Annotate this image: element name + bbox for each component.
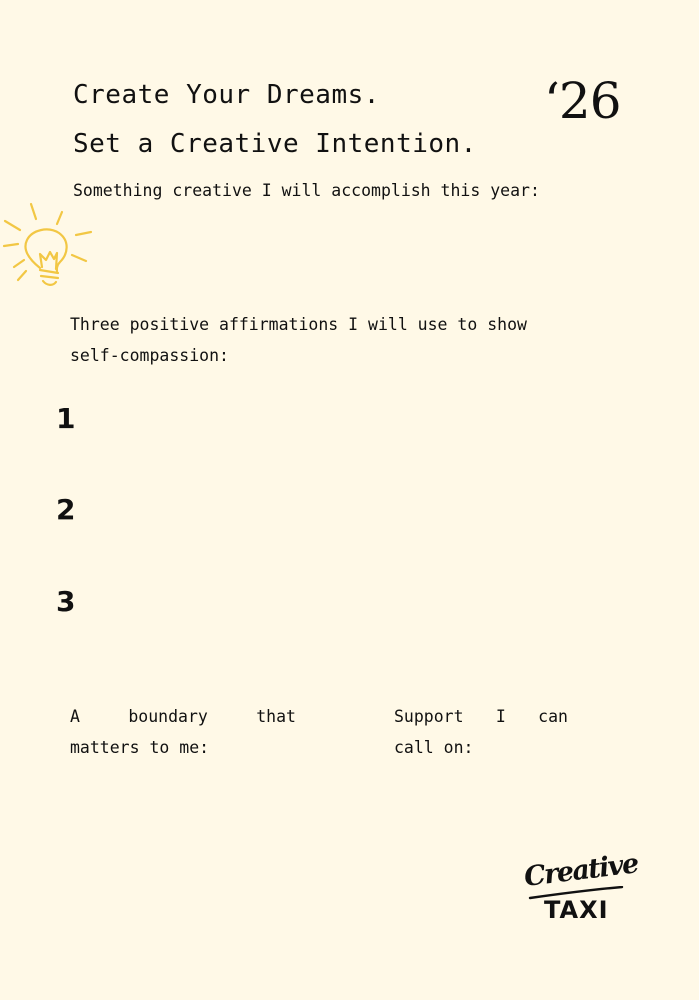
affirmations-prompt-line-1: Three positive affirmations I will use to show <box>70 315 527 334</box>
support-word: Support <box>394 707 464 726</box>
lightbulb-icon <box>0 200 100 295</box>
affirmation-number-2: 2 <box>56 493 76 526</box>
boundary-prompt-line-2: matters to me: <box>70 738 210 757</box>
affirmation-number-1: 1 <box>56 402 76 435</box>
boundary-prompt <box>70 701 296 763</box>
support-prompt-line-1 <box>394 701 568 732</box>
support-word: I <box>495 707 506 726</box>
year-label: ‘26 <box>544 72 621 130</box>
boundary-prompt-line-1 <box>70 701 296 732</box>
boundary-word: boundary <box>128 707 208 726</box>
affirmations-prompt <box>70 309 527 371</box>
creative-taxi-logo <box>522 848 640 926</box>
boundary-word: that <box>256 707 296 726</box>
logo-word-text: TAXI <box>544 896 609 924</box>
affirmations-prompt-line-2: self-compassion: <box>70 346 229 365</box>
support-prompt <box>394 701 568 763</box>
accomplish-prompt: Something creative I will accomplish this year: <box>73 181 540 200</box>
page-title-line-2: Set a Creative Intention. <box>73 129 477 159</box>
support-word: can <box>538 707 568 726</box>
boundary-word: A <box>70 707 80 726</box>
logo-script-text: Creative <box>522 848 640 893</box>
page-title-line-1: Create Your Dreams. <box>73 80 380 110</box>
support-prompt-line-2: call on: <box>394 738 474 757</box>
affirmation-number-3: 3 <box>56 585 76 618</box>
